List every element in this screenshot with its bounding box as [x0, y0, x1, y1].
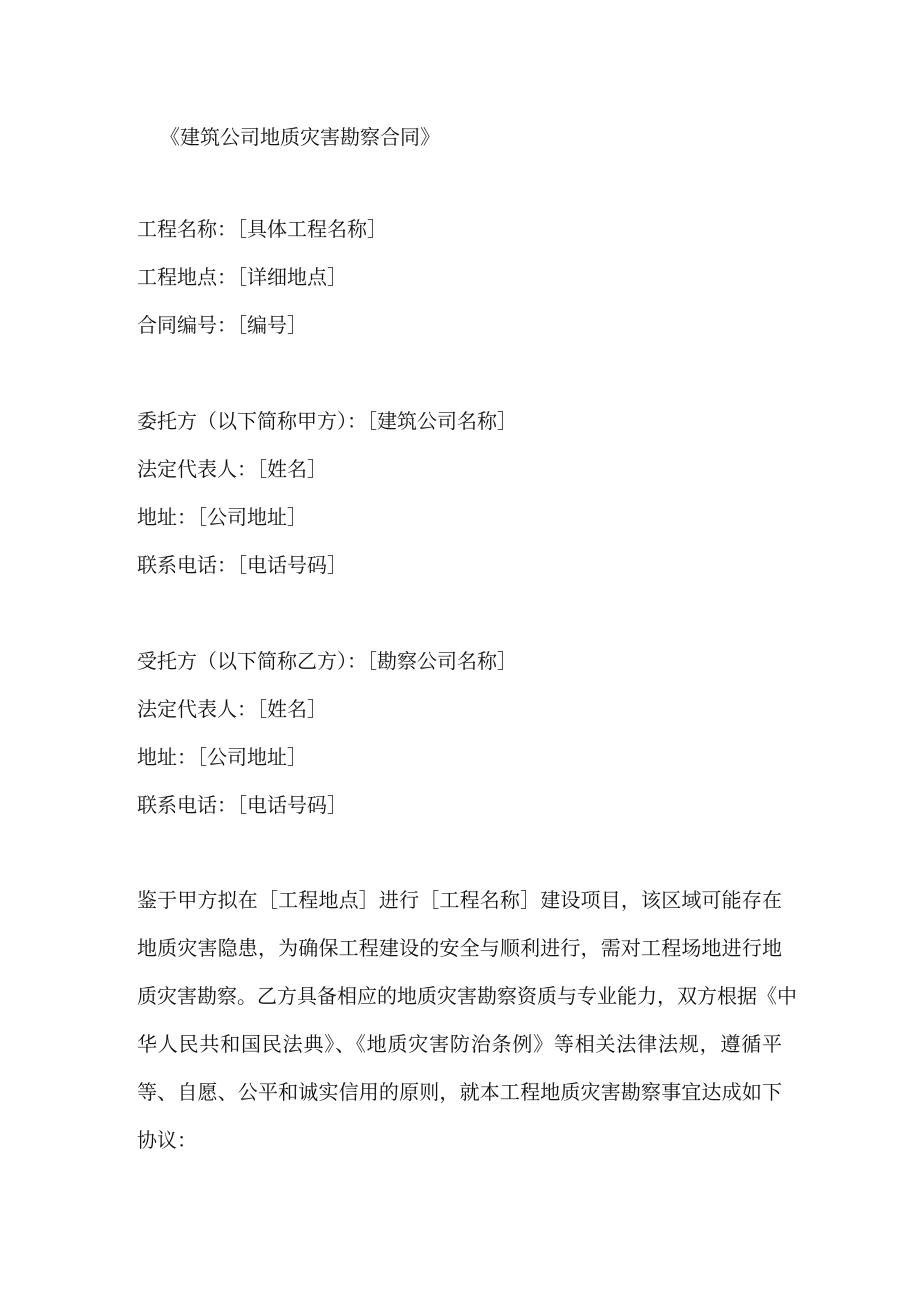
party-a-address: 地址：［公司地址］ [137, 505, 307, 529]
party-a-phone: 联系电话：［电话号码］ [137, 553, 347, 577]
contract-number-line: 合同编号：［编号］ [137, 313, 307, 337]
document-title: 《建筑公司地质灾害勘察合同》 [160, 125, 440, 149]
preamble-line: 鉴于甲方拟在［工程地点］进行［工程名称］建设项目，该区域可能存在 [137, 888, 782, 912]
preamble-line: 地质灾害隐患，为确保工程建设的安全与顺利进行，需对工程场地进行地 [137, 936, 782, 960]
party-b-phone: 联系电话：［电话号码］ [137, 793, 347, 817]
party-a-header: 委托方（以下简称甲方）：［建筑公司名称］ [137, 409, 517, 433]
party-a-representative: 法定代表人：［姓名］ [137, 457, 327, 481]
preamble-line: 协议： [137, 1128, 197, 1152]
preamble-line: 华人民共和国民法典》、《地质灾害防治条例》等相关法律法规，遵循平 [137, 1032, 782, 1056]
project-name-line: 工程名称：［具体工程名称］ [137, 217, 387, 241]
party-b-representative: 法定代表人：［姓名］ [137, 697, 327, 721]
preamble-paragraph [137, 881, 797, 1169]
preamble-line: 等、自愿、公平和诚实信用的原则，就本工程地质灾害勘察事宜达成如下 [137, 1080, 782, 1104]
party-b-header: 受托方（以下简称乙方）：［勘察公司名称］ [137, 649, 517, 673]
party-b-address: 地址：［公司地址］ [137, 745, 307, 769]
project-location-line: 工程地点：［详细地点］ [137, 265, 347, 289]
preamble-line: 质灾害勘察。乙方具备相应的地质灾害勘察资质与专业能力，双方根据《中 [137, 984, 797, 1008]
